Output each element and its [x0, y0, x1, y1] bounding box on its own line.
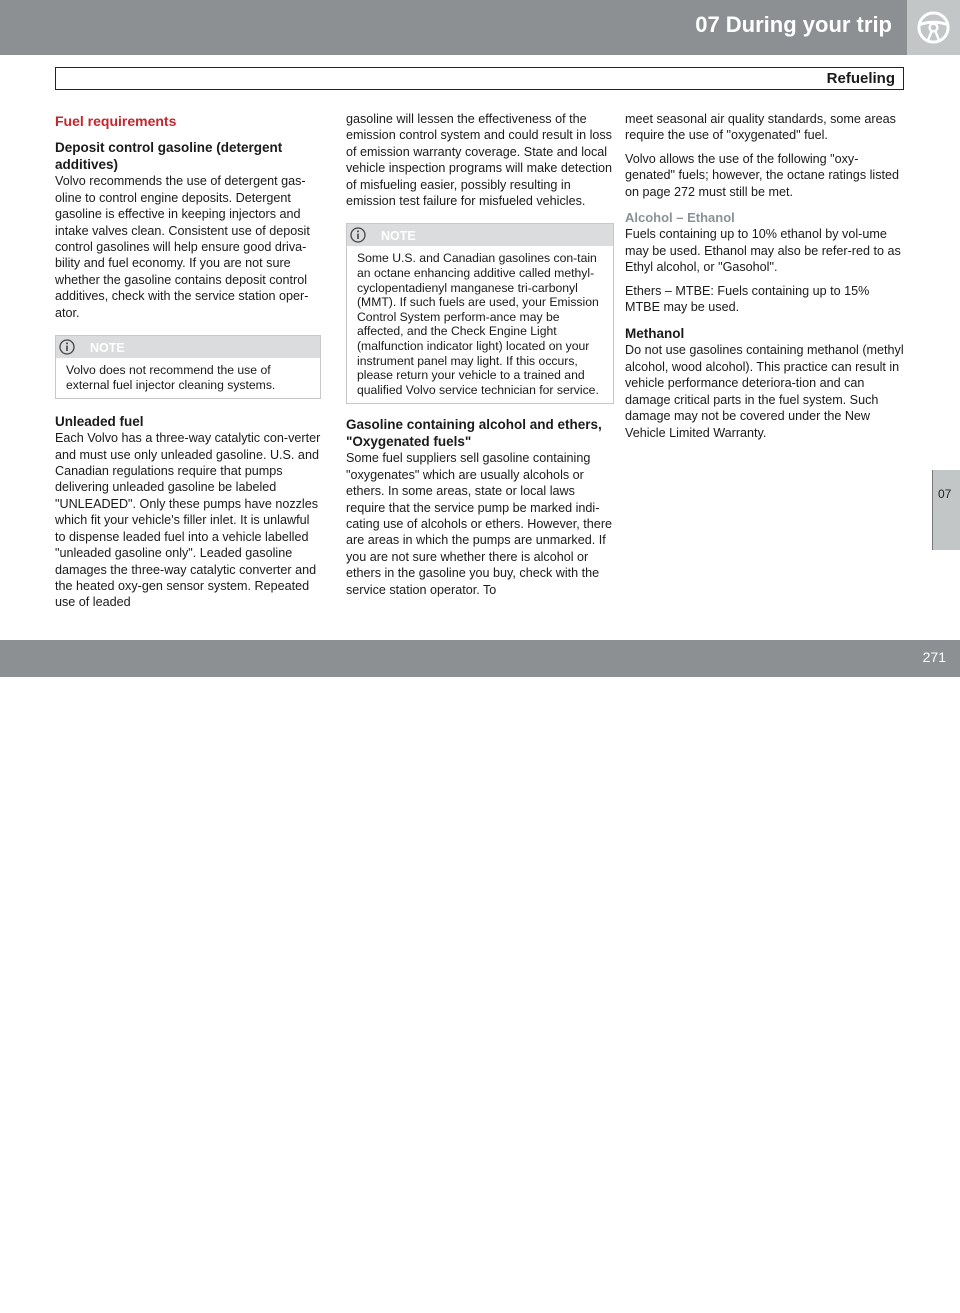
column-2 [346, 111, 614, 605]
column-3 [625, 111, 905, 448]
note-text: Volvo does not recommend the use of external fuel injector cleaning systems. [66, 363, 276, 392]
note-label: NOTE [381, 229, 416, 244]
side-tab-label: 07 [938, 487, 952, 501]
note-label: NOTE [90, 341, 125, 356]
watermark-text: carmanualsonline.info [543, 1292, 735, 1312]
section-title-bar [55, 67, 904, 90]
subheading-alcohol-ethanol: Alcohol – Ethanol [625, 210, 735, 226]
note-header [56, 336, 320, 358]
paragraph-volvo-allows: Volvo allows the use of the following "oxy-genated" fuels; however, the octane ratings listed on page 272 must still be met. [625, 151, 900, 199]
note-box-mmt [346, 223, 614, 404]
info-icon [350, 227, 366, 243]
paragraph-ethers-mtbe: Ethers – MTBE: Fuels containing up to 15% MTBE may be used. [625, 283, 870, 315]
section-title: Refueling [826, 70, 895, 87]
footer-bar [0, 640, 960, 1312]
subheading-unleaded-fuel: Unleaded fuel [55, 414, 144, 430]
steering-wheel-icon [916, 10, 951, 45]
chapter-icon-box [907, 0, 960, 55]
note-box-injector [55, 335, 321, 399]
page-number: 271 [922, 649, 946, 665]
chapter-header-bar [0, 0, 960, 55]
paragraph-oxygenated-fuels: Some fuel suppliers sell gasoline containing "oxygenates" which are usually alcohols or ethers. In some areas, state or local laws require that the service pump be marked indi-cating use of alcohols or ethers. However, there are areas in which the pumps are unmarked. If you are not sure whether there is alcohol or ethers in the gasoline you buy, check with the service station operator. To [346, 451, 613, 597]
column-1 [55, 108, 321, 618]
paragraph-seasonal: meet seasonal air quality standards, some areas require the use of "oxygenated" fuel. [625, 112, 896, 143]
paragraph-unleaded-fuel: Each Volvo has a three-way catalytic con-verter and must use only unleaded gasoline. U.S. and Canadian regulations require that pumps delivering unleaded gasoline be labeled "UNLEADED". Only these pumps have nozzles which fit your vehicle's filler inlet. It is unlawful to dispense leaded fuel into a vehicle labelled "unleaded gasoline only". Leaded gasoline damages the three-way catalytic converter and the heated oxy-gen sensor system. Repeated use of leaded [55, 431, 321, 610]
note-text: Some U.S. and Canadian gasolines con-tain an octane enhancing additive called methyl-cyclopentadienyl manganese tri-carbonyl (MMT). If such fuels are used, your Emission Control System perform-ance may be affected, and the Check Engine Light (malfunction indicator light) located on your instrument panel may light. If this occurs, please return your vehicle to a trained and qualified Volvo service technician for service. [357, 251, 599, 397]
chapter-side-tab[interactable] [932, 470, 960, 550]
paragraph-leaded-effects: gasoline will lessen the effectiveness of the emission control system and could result in loss of emission warranty coverage. State and local vehicle inspection programs will make detection of misfueling easier, possibly resulting in emission test failure for misfueled vehicles. [346, 112, 612, 209]
paragraph-ethanol: Fuels containing up to 10% ethanol by vol-ume may be used. Ethanol may also be refer-red to as Ethyl alcohol, or "Gasohol". [625, 227, 901, 275]
paragraph-methanol: Do not use gasolines containing methanol (methyl alcohol, wood alcohol). This practice can result in vehicle performance deteriora-tion and can damage critical parts in the fuel system. Such damage may not be covered under the New Vehicle Limited Warranty. [625, 343, 904, 440]
note-header [347, 224, 613, 246]
subheading-methanol: Methanol [625, 326, 685, 342]
subheading-oxygenated-fuels: Gasoline containing alcohol and ethers, "Oxygenated fuels" [346, 417, 602, 450]
heading-fuel-requirements: Fuel requirements [55, 113, 177, 129]
subheading-deposit-control: Deposit control gasoline (detergent additives) [55, 140, 283, 173]
info-icon [59, 339, 75, 355]
chapter-title: 07 During your trip [695, 12, 892, 37]
paragraph-deposit-control: Volvo recommends the use of detergent gas-oline to control engine deposits. Detergent gasoline is effective in keeping injectors and intake valves clean. Consistent use of deposit control gasolines will help ensure good driva-bility and fuel economy. If you are not sure whether the gasoline contains deposit control additives, check with the service station oper-ator. [55, 174, 310, 320]
